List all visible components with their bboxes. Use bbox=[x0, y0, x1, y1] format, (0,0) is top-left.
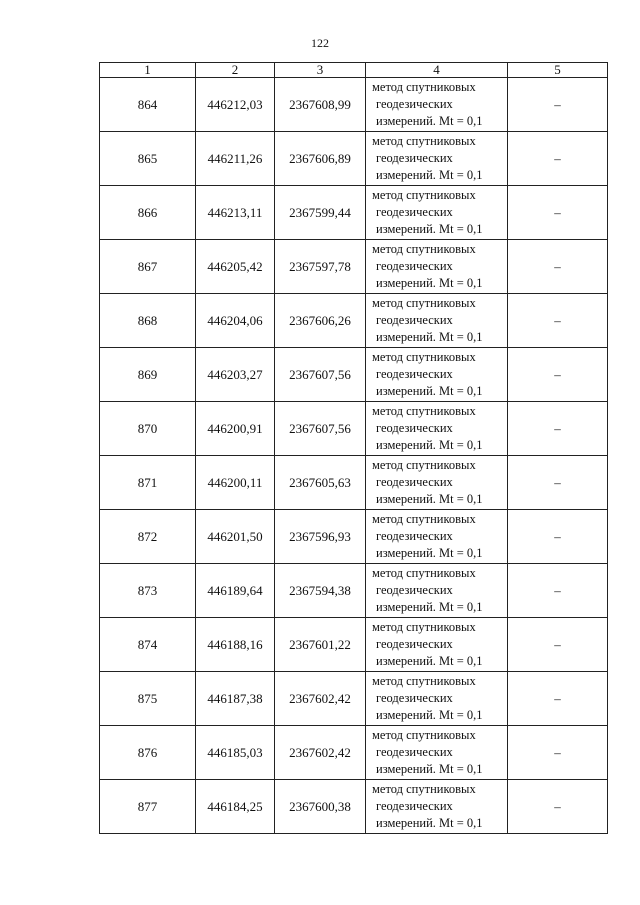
note-cell: – bbox=[508, 672, 608, 726]
method-line: геодезических bbox=[376, 529, 453, 543]
method-line: измерений. Mt = 0,1 bbox=[376, 222, 483, 236]
coord-y-cell: 2367602,42 bbox=[275, 672, 366, 726]
method-line: геодезических bbox=[376, 799, 453, 813]
table-row bbox=[100, 132, 608, 186]
method-line: измерений. Mt = 0,1 bbox=[376, 654, 483, 668]
method-cell bbox=[366, 564, 508, 618]
point-number-cell: 864 bbox=[100, 78, 196, 132]
coord-y-cell: 2367602,42 bbox=[275, 726, 366, 780]
table-row bbox=[100, 348, 608, 402]
note-cell: – bbox=[508, 618, 608, 672]
method-line: измерений. Mt = 0,1 bbox=[376, 384, 483, 398]
method-line: геодезических bbox=[376, 151, 453, 165]
coord-x-cell: 446205,42 bbox=[196, 240, 275, 294]
method-line: метод спутниковых bbox=[372, 782, 476, 796]
coord-x-cell: 446203,27 bbox=[196, 348, 275, 402]
point-number-cell: 872 bbox=[100, 510, 196, 564]
coord-y-cell: 2367596,93 bbox=[275, 510, 366, 564]
coord-y-cell: 2367607,56 bbox=[275, 402, 366, 456]
method-line: метод спутниковых bbox=[372, 188, 476, 202]
column-header-3: 3 bbox=[275, 63, 366, 78]
column-header-4: 4 bbox=[366, 63, 508, 78]
coord-y-cell: 2367605,63 bbox=[275, 456, 366, 510]
point-number-cell: 874 bbox=[100, 618, 196, 672]
note-cell: – bbox=[508, 726, 608, 780]
method-cell bbox=[366, 726, 508, 780]
coord-x-cell: 446185,03 bbox=[196, 726, 275, 780]
method-line: геодезических bbox=[376, 259, 453, 273]
method-line: метод спутниковых bbox=[372, 512, 476, 526]
method-line: измерений. Mt = 0,1 bbox=[376, 114, 483, 128]
note-cell: – bbox=[508, 78, 608, 132]
table-row bbox=[100, 456, 608, 510]
coord-y-cell: 2367608,99 bbox=[275, 78, 366, 132]
method-line: измерений. Mt = 0,1 bbox=[376, 330, 483, 344]
method-cell bbox=[366, 456, 508, 510]
column-header-1: 1 bbox=[100, 63, 196, 78]
coord-x-cell: 446188,16 bbox=[196, 618, 275, 672]
method-cell bbox=[366, 132, 508, 186]
table-row bbox=[100, 294, 608, 348]
method-line: метод спутниковых bbox=[372, 296, 476, 310]
note-cell: – bbox=[508, 348, 608, 402]
coord-x-cell: 446212,03 bbox=[196, 78, 275, 132]
coord-y-cell: 2367607,56 bbox=[275, 348, 366, 402]
note-cell: – bbox=[508, 294, 608, 348]
method-cell bbox=[366, 348, 508, 402]
coord-y-cell: 2367600,38 bbox=[275, 780, 366, 834]
method-cell bbox=[366, 186, 508, 240]
coord-x-cell: 446204,06 bbox=[196, 294, 275, 348]
method-cell bbox=[366, 618, 508, 672]
coord-y-cell: 2367606,89 bbox=[275, 132, 366, 186]
note-cell: – bbox=[508, 132, 608, 186]
method-line: геодезических bbox=[376, 313, 453, 327]
method-line: метод спутниковых bbox=[372, 134, 476, 148]
method-line: геодезических bbox=[376, 745, 453, 759]
table-row bbox=[100, 402, 608, 456]
table-row bbox=[100, 510, 608, 564]
point-number-cell: 876 bbox=[100, 726, 196, 780]
method-line: метод спутниковых bbox=[372, 458, 476, 472]
table-row bbox=[100, 240, 608, 294]
method-line: измерений. Mt = 0,1 bbox=[376, 168, 483, 182]
point-number-cell: 873 bbox=[100, 564, 196, 618]
method-line: метод спутниковых bbox=[372, 674, 476, 688]
coord-y-cell: 2367606,26 bbox=[275, 294, 366, 348]
coord-y-cell: 2367594,38 bbox=[275, 564, 366, 618]
method-line: метод спутниковых bbox=[372, 728, 476, 742]
note-cell: – bbox=[508, 564, 608, 618]
table-row bbox=[100, 564, 608, 618]
coord-x-cell: 446189,64 bbox=[196, 564, 275, 618]
note-cell: – bbox=[508, 780, 608, 834]
table-body bbox=[100, 78, 608, 834]
column-header-2: 2 bbox=[196, 63, 275, 78]
method-cell bbox=[366, 672, 508, 726]
method-line: геодезических bbox=[376, 691, 453, 705]
coord-x-cell: 446200,91 bbox=[196, 402, 275, 456]
table-row bbox=[100, 726, 608, 780]
coord-y-cell: 2367601,22 bbox=[275, 618, 366, 672]
point-number-cell: 877 bbox=[100, 780, 196, 834]
method-line: метод спутниковых bbox=[372, 242, 476, 256]
method-line: измерений. Mt = 0,1 bbox=[376, 276, 483, 290]
note-cell: – bbox=[508, 456, 608, 510]
method-line: метод спутниковых bbox=[372, 80, 476, 94]
point-number-cell: 868 bbox=[100, 294, 196, 348]
page-number: 122 bbox=[311, 36, 329, 50]
coord-x-cell: 446201,50 bbox=[196, 510, 275, 564]
point-number-cell: 869 bbox=[100, 348, 196, 402]
column-header-5: 5 bbox=[508, 63, 608, 78]
table-row bbox=[100, 672, 608, 726]
point-number-cell: 871 bbox=[100, 456, 196, 510]
method-cell bbox=[366, 240, 508, 294]
method-line: геодезических bbox=[376, 637, 453, 651]
point-number-cell: 875 bbox=[100, 672, 196, 726]
method-line: геодезических bbox=[376, 475, 453, 489]
method-line: измерений. Mt = 0,1 bbox=[376, 492, 483, 506]
method-cell bbox=[366, 402, 508, 456]
coord-y-cell: 2367599,44 bbox=[275, 186, 366, 240]
method-line: измерений. Mt = 0,1 bbox=[376, 816, 483, 830]
method-line: геодезических bbox=[376, 205, 453, 219]
point-number-cell: 867 bbox=[100, 240, 196, 294]
coord-y-cell: 2367597,78 bbox=[275, 240, 366, 294]
method-line: измерений. Mt = 0,1 bbox=[376, 438, 483, 452]
note-cell: – bbox=[508, 510, 608, 564]
table-row bbox=[100, 78, 608, 132]
method-line: метод спутниковых bbox=[372, 404, 476, 418]
table-row bbox=[100, 618, 608, 672]
point-number-cell: 865 bbox=[100, 132, 196, 186]
method-cell bbox=[366, 294, 508, 348]
coord-x-cell: 446200,11 bbox=[196, 456, 275, 510]
method-cell bbox=[366, 510, 508, 564]
method-line: измерений. Mt = 0,1 bbox=[376, 708, 483, 722]
coord-x-cell: 446213,11 bbox=[196, 186, 275, 240]
method-line: измерений. Mt = 0,1 bbox=[376, 762, 483, 776]
table-row bbox=[100, 186, 608, 240]
method-line: измерений. Mt = 0,1 bbox=[376, 600, 483, 614]
method-cell bbox=[366, 78, 508, 132]
method-line: метод спутниковых bbox=[372, 350, 476, 364]
point-number-cell: 870 bbox=[100, 402, 196, 456]
method-line: геодезических bbox=[376, 367, 453, 381]
coord-x-cell: 446211,26 bbox=[196, 132, 275, 186]
coord-x-cell: 446187,38 bbox=[196, 672, 275, 726]
method-line: геодезических bbox=[376, 97, 453, 111]
coordinates-table bbox=[99, 62, 608, 834]
method-line: геодезических bbox=[376, 583, 453, 597]
note-cell: – bbox=[508, 402, 608, 456]
coord-x-cell: 446184,25 bbox=[196, 780, 275, 834]
method-line: метод спутниковых bbox=[372, 566, 476, 580]
method-line: геодезических bbox=[376, 421, 453, 435]
note-cell: – bbox=[508, 240, 608, 294]
table-header-row bbox=[100, 63, 608, 78]
point-number-cell: 866 bbox=[100, 186, 196, 240]
method-cell bbox=[366, 780, 508, 834]
method-line: измерений. Mt = 0,1 bbox=[376, 546, 483, 560]
table-row bbox=[100, 780, 608, 834]
method-line: метод спутниковых bbox=[372, 620, 476, 634]
note-cell: – bbox=[508, 186, 608, 240]
